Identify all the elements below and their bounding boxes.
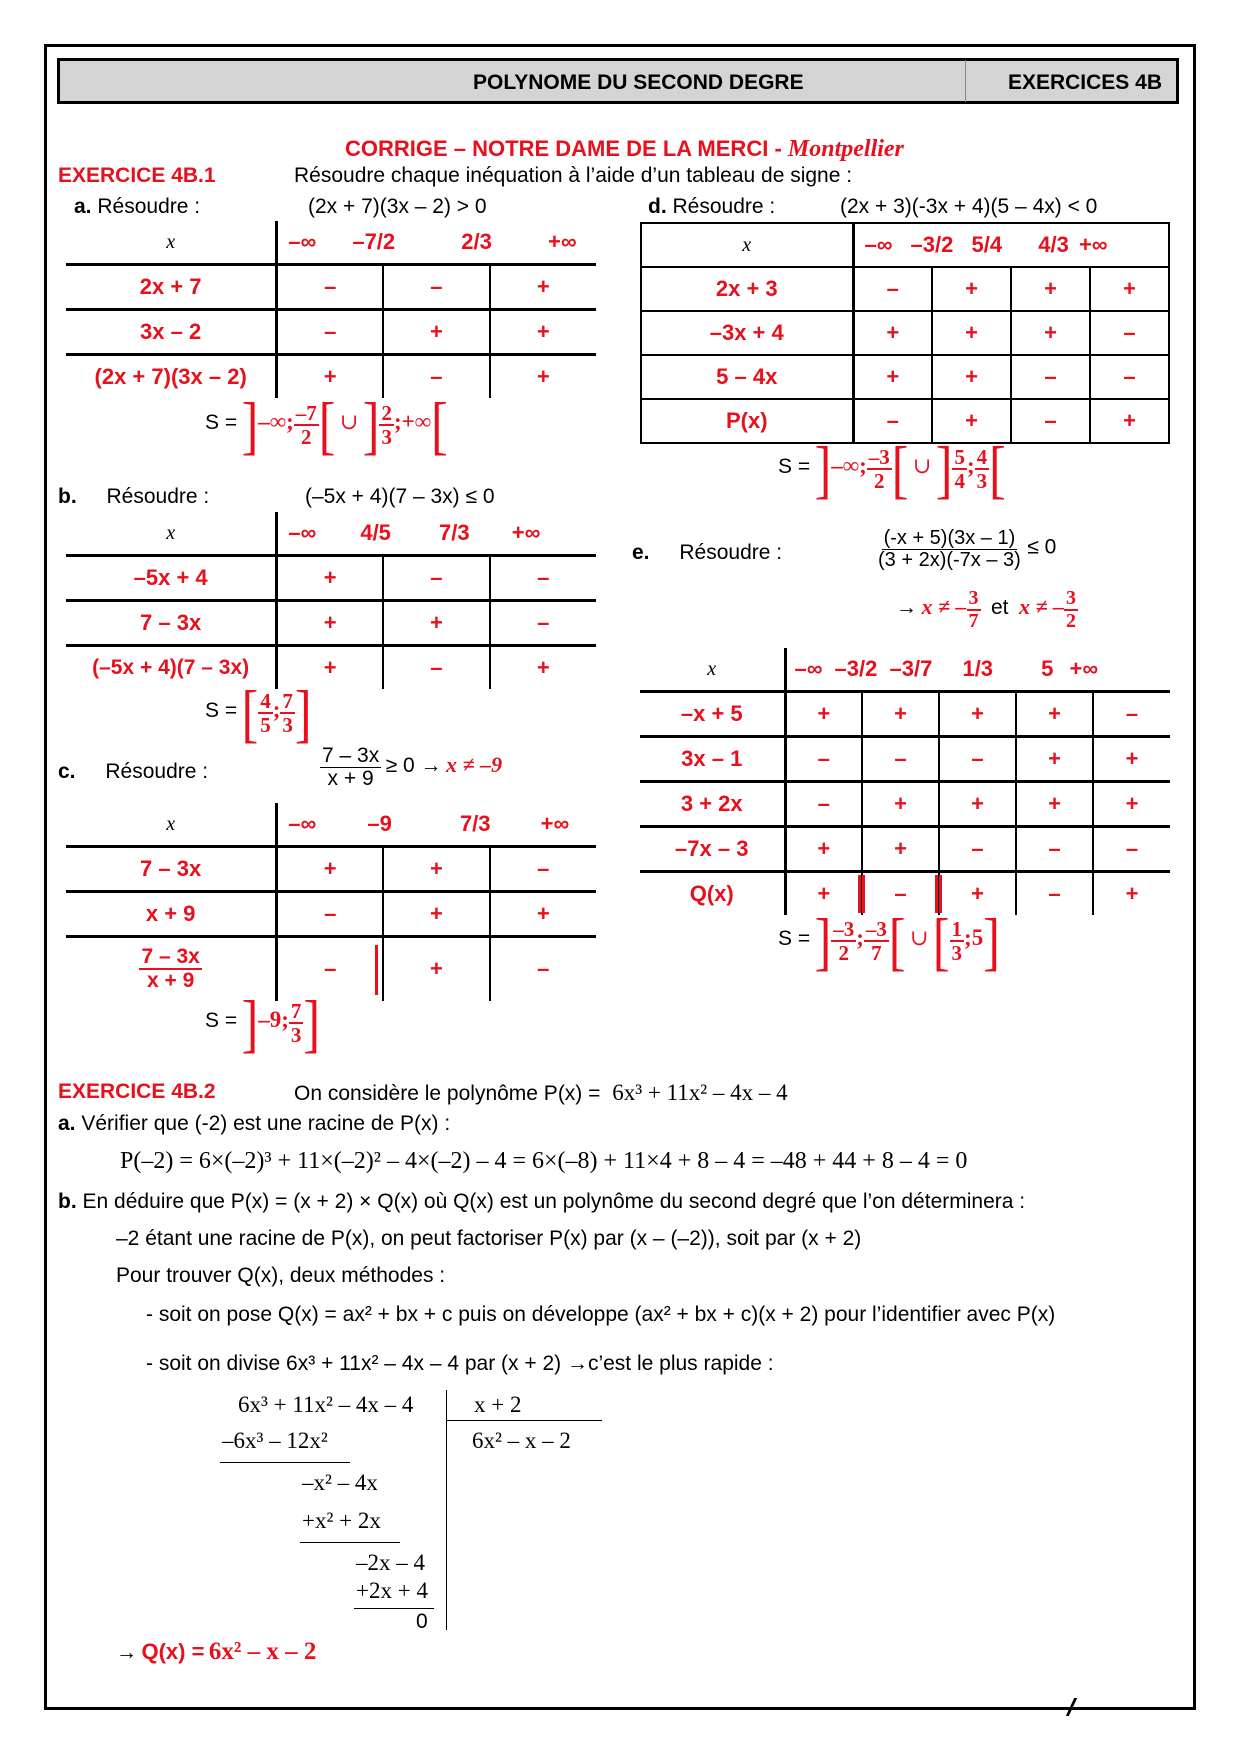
- ex2-b-text: En déduire que P(x) = (x + 2) × Q(x) où Q(x) est un polynôme du second degré que l’on déterminera :: [82, 1190, 1026, 1213]
- ex1a-sol-frac2: $\frac{2}{3}$: [381, 400, 392, 449]
- ex1b-sol-prefix: S =: [205, 699, 238, 723]
- ex1e-head-row: [640, 648, 1170, 692]
- ex1d-sign: +: [932, 311, 1011, 355]
- ex1c-sign: +: [383, 892, 489, 937]
- ex1e-cond1-frac: $\frac{3}{7}$: [968, 587, 979, 632]
- ex1d-sol-prefix: S =: [778, 455, 811, 479]
- ex1e-row3-label: 3 + 2x: [640, 782, 785, 827]
- corrige-line: [345, 136, 904, 163]
- ex1e-header: [632, 541, 782, 565]
- ex1e-sign: –: [939, 827, 1016, 872]
- ex1b-sign: +: [490, 646, 596, 690]
- ex1d-letter: d.: [648, 195, 667, 218]
- ex1e-head-v2: –3/2: [834, 656, 878, 681]
- ex1c-sign: –: [490, 847, 596, 892]
- header-separator: [965, 60, 966, 102]
- ex1d-sign: +: [853, 355, 932, 399]
- ex1e-sol-frac2: $\frac{-3}{7}$: [865, 916, 887, 965]
- ex1e-sign: +: [1016, 737, 1093, 782]
- ex1d-row4-label: P(x): [641, 399, 853, 443]
- ex1e-row4-label: –7x – 3: [640, 827, 785, 872]
- ex1b-sign: –: [490, 556, 596, 601]
- page-header: [57, 58, 1179, 104]
- division-step: –6x³ – 12x²: [222, 1428, 328, 1453]
- ex2-a-calc: P(–2) = 6×(–2)³ + 11×(–2)² – 4×(–2) – 4 = 6×(–8) + 11×4 + 8 – 4 = –48 + 44 + 8 – 4 = 0: [120, 1148, 968, 1174]
- ex1a-head-row: [66, 221, 596, 265]
- ex1d-sign: +: [932, 399, 1011, 443]
- ex1d-row3-label: 5 – 4x: [641, 355, 853, 399]
- ex1c-head-v1: –∞: [288, 811, 317, 836]
- ex1c-sign-table: [66, 803, 596, 1001]
- ex1e-head-v4: 1/3: [962, 656, 994, 681]
- ex1b-sol-frac2: $\frac{7}{3}$: [282, 688, 293, 737]
- ex1a-sign: +: [490, 310, 596, 355]
- ex1e-cond1: x ≠ –: [921, 594, 967, 620]
- corrige-city: Montpellier: [787, 136, 904, 162]
- ex1c-letter: c.: [58, 760, 76, 783]
- ex1b-head-v3: 7/3: [439, 520, 470, 545]
- ex1a-sign: –: [383, 355, 489, 399]
- ex2-a-question: [58, 1112, 450, 1136]
- corrige-label: CORRIGE –: [345, 136, 473, 161]
- ex2-poly: 6x³ + 11x² – 4x – 4: [612, 1080, 788, 1105]
- ex1e-sign: –: [862, 737, 939, 782]
- ex1e-sign: –: [1093, 827, 1170, 872]
- ex1e-sign: +: [1093, 737, 1170, 782]
- ex1e-sign: –: [939, 737, 1016, 782]
- ex1e-row2-label: 3x – 1: [640, 737, 785, 782]
- ex1d-sign: –: [853, 399, 932, 443]
- ex1b-letter: b.: [58, 485, 77, 508]
- ex2-b-line1: –2 étant une racine de P(x), on peut factoriser P(x) par (x – (–2)), soit par (x + 2): [116, 1227, 862, 1250]
- ex1c-condition: x ≠ –9: [446, 751, 503, 777]
- ex1c-label: Résoudre :: [105, 760, 209, 783]
- division-divisor-rule: [446, 1420, 602, 1421]
- ex1a-row: [66, 265, 596, 310]
- ex1a-solution: [205, 388, 448, 462]
- division-step: +x² + 2x: [302, 1508, 381, 1533]
- ex1d-sol-sep: ;: [966, 453, 975, 479]
- ex1b-head-row: [66, 512, 596, 556]
- ex1a-sol-prefix: S =: [205, 411, 238, 435]
- ex1c-sign: –: [277, 937, 383, 1001]
- ex1a-head-v3: 2/3: [461, 229, 492, 254]
- union-symbol: ∪: [912, 453, 932, 479]
- ex1b-row: [66, 601, 596, 646]
- bracket: [: [932, 904, 950, 978]
- division-rule: [220, 1462, 350, 1463]
- ex1e-row: [640, 827, 1170, 872]
- ex1c-row3-label: $\frac{7 - 3x}{x + 9}$: [66, 937, 277, 1001]
- ex1e-sol-part: ;5: [964, 925, 984, 951]
- ex1d-row: [641, 267, 1169, 311]
- bracket: [: [241, 676, 259, 750]
- ex1e-sign: +: [785, 827, 862, 872]
- ex1d-sign: +: [1011, 311, 1090, 355]
- ex1e-sign: –: [862, 872, 939, 916]
- ex1e-sign: +: [1016, 782, 1093, 827]
- ex1a-row1-label: 2x + 7: [66, 265, 277, 310]
- ex1e-sign: +: [785, 872, 862, 916]
- ex1a-head-v4: +∞: [548, 229, 577, 254]
- ex1d-sign: +: [853, 311, 932, 355]
- ex1e-sign: +: [862, 827, 939, 872]
- division-remainder: 0: [416, 1610, 428, 1633]
- ex2-b-line3: - soit on pose Q(x) = ax² + bx + c puis on développe (ax² + bx + c)(x + 2) pour l’identifier avec P(x): [146, 1303, 1056, 1326]
- bracket: ]: [241, 986, 259, 1060]
- ex1c-row: [66, 937, 596, 1001]
- ex1d-row: [641, 311, 1169, 355]
- bracket: [: [888, 904, 906, 978]
- ex1d-row: [641, 355, 1169, 399]
- bracket: ]: [303, 986, 321, 1060]
- ex1d-head-values: [853, 223, 1169, 267]
- ex1c-row1-label: 7 – 3x: [66, 847, 277, 892]
- ex1a-sign: +: [277, 355, 383, 399]
- ex1e-label: Résoudre :: [679, 541, 783, 564]
- ex1c-sign: –: [277, 892, 383, 937]
- ex1d-head-v3: 5/4: [971, 232, 1003, 257]
- ex1b-sign: +: [277, 646, 383, 690]
- ex1e-frac: $\frac{(-x + 5)(3x - 1)}{(3 + 2x)(-7x - 3)}$: [878, 527, 1021, 571]
- ex1a-label: Résoudre :: [97, 195, 201, 218]
- ex1b-sign: +: [277, 601, 383, 646]
- bracket: ]: [294, 676, 312, 750]
- ex1e-head-x: x: [640, 648, 785, 692]
- ex1d-head-v2: –3/2: [910, 232, 954, 257]
- ex1e-head-v6: +∞: [1069, 656, 1099, 681]
- ex1e-sign: +: [1093, 782, 1170, 827]
- ex1e-sign: +: [1016, 692, 1093, 737]
- arrow-icon: →: [896, 596, 917, 620]
- ex1d-sign: –: [1011, 399, 1090, 443]
- ex1e-sign: +: [939, 692, 1016, 737]
- bracket: [: [989, 432, 1006, 506]
- ex2-b-question: [58, 1190, 1025, 1214]
- division-rule: [354, 1608, 434, 1609]
- ex1c-sol-frac: $\frac{7}{3}$: [290, 998, 302, 1047]
- ex1c-row2-label: x + 9: [66, 892, 277, 937]
- ex1b-row3-label: (–5x + 4)(7 – 3x): [66, 646, 277, 690]
- ex1e-sign: +: [862, 782, 939, 827]
- division-dividend: 6x³ + 11x² – 4x – 4: [238, 1392, 414, 1417]
- ex1b-sign: +: [277, 556, 383, 601]
- ex2-result-label: Q(x) =: [141, 1639, 205, 1664]
- ex1b-sol-sep: ;: [272, 697, 281, 723]
- ex1c-head-v3: 7/3: [459, 811, 491, 836]
- ex1c-head-v2: –9: [367, 811, 392, 836]
- ex1e-cond2: x ≠ –: [1018, 594, 1065, 620]
- ex1e-row: [640, 782, 1170, 827]
- ex1d-solution: [778, 432, 1006, 506]
- ex1d-sign: +: [1090, 267, 1169, 311]
- ex1a-row3-label: (2x + 7)(3x – 2): [66, 355, 277, 399]
- division-step: –2x – 4: [356, 1550, 425, 1575]
- ex1b-head-v4: +∞: [511, 520, 541, 545]
- ex2-a-text: Vérifier que (-2) est une racine de P(x) :: [81, 1112, 451, 1135]
- ex1d-inequation: (2x + 3)(-3x + 4)(5 – 4x) < 0: [840, 195, 1098, 218]
- union-symbol: ∪: [339, 409, 359, 435]
- ex1d-row2-label: –3x + 4: [641, 311, 853, 355]
- ex1b-head-v1: –∞: [288, 520, 317, 545]
- ex1a-sol-part: –∞;: [258, 409, 294, 435]
- ex1a-sign: +: [490, 355, 596, 399]
- ex1c-sign: +: [277, 847, 383, 892]
- union-symbol: ∪: [910, 925, 929, 951]
- ex1d-head-x: x: [641, 223, 853, 267]
- bracket: ]: [241, 388, 259, 462]
- ex1d-label: Résoudre :: [672, 195, 776, 218]
- ex1e-letter: e.: [632, 541, 650, 564]
- ex1d-row1-label: 2x + 3: [641, 267, 853, 311]
- ex1b-head-values: [277, 512, 596, 556]
- ex1a-inequation: (2x + 7)(3x – 2) > 0: [308, 195, 487, 218]
- ex2-intro-line: [294, 1080, 788, 1106]
- ex1b-sign: –: [490, 601, 596, 646]
- ex1b-label: Résoudre :: [106, 485, 210, 508]
- ex1d-sign: –: [1090, 311, 1169, 355]
- ex1d-sol-frac2: $\frac{5}{4}$: [954, 444, 965, 493]
- ex1a-sign: –: [383, 265, 489, 310]
- ex1e-head-values: [785, 648, 1170, 692]
- ex1a-row: [66, 310, 596, 355]
- ex2-b-line4: - soit on divise 6x³ + 11x² – 4x – 4 par (x + 2) →c’est le plus rapide :: [146, 1352, 774, 1375]
- ex2-result-value: 6x² – x – 2: [208, 1638, 317, 1665]
- ex1e-sol-frac1: $\frac{-3}{2}$: [833, 916, 855, 965]
- ex1d-head-row: [641, 223, 1169, 267]
- ex1e-sol-sep: ;: [856, 925, 864, 951]
- ex2-b-letter: b.: [58, 1190, 77, 1213]
- arrow-icon: →: [116, 1641, 137, 1664]
- header-section: EXERCICES 4B: [1007, 71, 1162, 94]
- ex2-intro: On considère le polynôme P(x) =: [294, 1082, 601, 1105]
- ex2-b-line2: Pour trouver Q(x), deux méthodes :: [116, 1264, 446, 1287]
- ex1a-head-x: x: [66, 221, 277, 265]
- ex1b-header: [58, 485, 209, 509]
- bracket: [: [318, 388, 336, 462]
- ex1b-sign: –: [383, 556, 489, 601]
- bracket: ]: [814, 432, 832, 506]
- ex1a-head-v2: –7/2: [352, 229, 396, 254]
- ex2-title: EXERCICE 4B.2: [58, 1080, 216, 1103]
- ex1e-sign: +: [862, 692, 939, 737]
- ex1e-sign: +: [939, 782, 1016, 827]
- forbidden-value-bar: [375, 945, 378, 995]
- ex1b-sign: +: [383, 601, 489, 646]
- ex1a-sign: +: [490, 265, 596, 310]
- ex1e-row: [640, 737, 1170, 782]
- ex1b-row: [66, 556, 596, 601]
- ex1e-head-v3: –3/7: [889, 656, 933, 681]
- ex1-title: EXERCICE 4B.1: [58, 164, 216, 187]
- ex1e-inequation: [876, 528, 1056, 571]
- ex1b-solution: [205, 676, 312, 750]
- ex1a-row2-label: 3x – 2: [66, 310, 277, 355]
- corrige-school: NOTRE DAME DE LA MERCI: [472, 136, 769, 161]
- ex1e-sol-prefix: S =: [778, 927, 811, 951]
- ex1e-sign: –: [785, 737, 862, 782]
- ex1e-sign-table: [640, 648, 1170, 915]
- division-rule: [300, 1542, 400, 1543]
- ex1d-sign: +: [932, 355, 1011, 399]
- ex1c-frac: $\frac{7 - 3x}{x + 9}$: [322, 744, 380, 791]
- ex1d-head-v4: 4/3: [1038, 232, 1069, 257]
- ex1c-head-row: [66, 803, 596, 847]
- ex1e-head-v5: 5: [1041, 656, 1054, 681]
- ex1e-solution: [778, 904, 1000, 978]
- ex1b-row2-label: 7 – 3x: [66, 601, 277, 646]
- ex1b-head-x: x: [66, 512, 277, 556]
- ex1e-row5-label: Q(x): [640, 872, 785, 916]
- corrige-dash: -: [768, 136, 788, 161]
- ex1a-header: [74, 195, 200, 219]
- ex2-result: [116, 1638, 316, 1666]
- ex1e-sign: –: [1093, 692, 1170, 737]
- division-divisor: x + 2: [474, 1392, 522, 1417]
- ex1a-sol-frac1: $\frac{-7}{2}$: [295, 400, 317, 449]
- ex1e-row1-label: –x + 5: [640, 692, 785, 737]
- ex2-a-letter: a.: [58, 1112, 76, 1135]
- ex1e-sign: –: [1016, 872, 1093, 916]
- ex1a-sign: –: [277, 310, 383, 355]
- ex1e-sign: +: [1093, 872, 1170, 916]
- ex1d-sign: –: [853, 267, 932, 311]
- ex1c-row: [66, 847, 596, 892]
- ex1e-sign: –: [785, 782, 862, 827]
- ex1-intro: Résoudre chaque inéquation à l’aide d’un tableau de signe :: [294, 164, 853, 187]
- ex1b-sign: –: [383, 646, 489, 690]
- ex1b-head-v2: 4/5: [360, 520, 391, 545]
- ex1c-head-values: [277, 803, 596, 847]
- division-vertical-rule: [446, 1390, 447, 1630]
- ex1d-header: [648, 195, 775, 219]
- ex1e-head-v1: –∞: [794, 656, 823, 681]
- ex1a-sign-table: [66, 221, 596, 398]
- ex1d-sign: +: [1011, 267, 1090, 311]
- ex1e-rel: ≤ 0: [1027, 535, 1057, 559]
- ex1d-sign: +: [932, 267, 1011, 311]
- ex1a-letter: a.: [74, 195, 92, 218]
- ex1e-cond2-frac: $\frac{3}{2}$: [1066, 587, 1077, 632]
- ex1d-sign: –: [1011, 355, 1090, 399]
- ex1e-sign: +: [785, 692, 862, 737]
- ex1a-sign: –: [277, 265, 383, 310]
- ex1a-sign: +: [383, 310, 489, 355]
- ex1d-sol-part: –∞;: [831, 453, 867, 479]
- ex1d-head-v1: –∞: [864, 232, 893, 257]
- division-step: +2x + 4: [356, 1578, 428, 1603]
- ex1d-sol-frac1: $\frac{-3}{2}$: [868, 444, 890, 493]
- ex1c-solution: [205, 986, 321, 1060]
- ex1b-sign-table: [66, 512, 596, 689]
- bracket: ]: [983, 904, 1000, 978]
- ex1c-head-x: x: [66, 803, 277, 847]
- bracket: ]: [814, 904, 832, 978]
- ex1a-head-values: [277, 221, 596, 265]
- bracket: [: [431, 388, 448, 462]
- ex1c-header: [58, 760, 208, 784]
- ex1c-sign: +: [383, 937, 489, 1001]
- ex1e-sol-frac3: $\frac{1}{3}$: [951, 916, 963, 965]
- ex1c-sign: +: [383, 847, 489, 892]
- ex1c-rel: ≥ 0 →: [385, 753, 442, 777]
- bracket: ]: [935, 432, 953, 506]
- ex1b-row1-label: –5x + 4: [66, 556, 277, 601]
- ex1d-head-v5: +∞: [1078, 232, 1108, 257]
- ex1c-sign: –: [490, 937, 596, 1001]
- ex1b-inequation: (–5x + 4)(7 – 3x) ≤ 0: [305, 485, 495, 508]
- ex1c-head-v4: +∞: [540, 811, 570, 836]
- ex1a-sol-part: ;+∞: [393, 409, 432, 435]
- ex1a-head-v1: –∞: [288, 229, 317, 254]
- ex1c-inequation: [320, 745, 502, 790]
- ex1e-row: [640, 692, 1170, 737]
- bracket: ]: [362, 388, 380, 462]
- ex1d-sol-frac3: $\frac{4}{3}$: [976, 444, 988, 493]
- division-step: –x² – 4x: [302, 1470, 378, 1495]
- header-title: POLYNOME DU SECOND DEGRE: [473, 71, 804, 94]
- ex1d-sign: +: [1090, 399, 1169, 443]
- ex1c-sol-prefix: S =: [205, 1009, 238, 1033]
- ex1e-conditions: [896, 588, 1078, 632]
- ex1b-sol-frac1: $\frac{4}{5}$: [260, 688, 271, 737]
- ex1e-sign: –: [1016, 827, 1093, 872]
- bracket: [: [891, 432, 909, 506]
- ex1d-sign-table: [640, 222, 1170, 444]
- ex1c-sol-part: –9;: [258, 1007, 289, 1033]
- ex1c-row: [66, 892, 596, 937]
- ex1e-sign: +: [939, 872, 1016, 916]
- ex1c-sign: +: [490, 892, 596, 937]
- division-quotient: 6x² – x – 2: [472, 1428, 571, 1453]
- ex1d-sign: –: [1090, 355, 1169, 399]
- ex1e-cond-et: et: [990, 596, 1009, 620]
- ex1b-row: [66, 646, 596, 690]
